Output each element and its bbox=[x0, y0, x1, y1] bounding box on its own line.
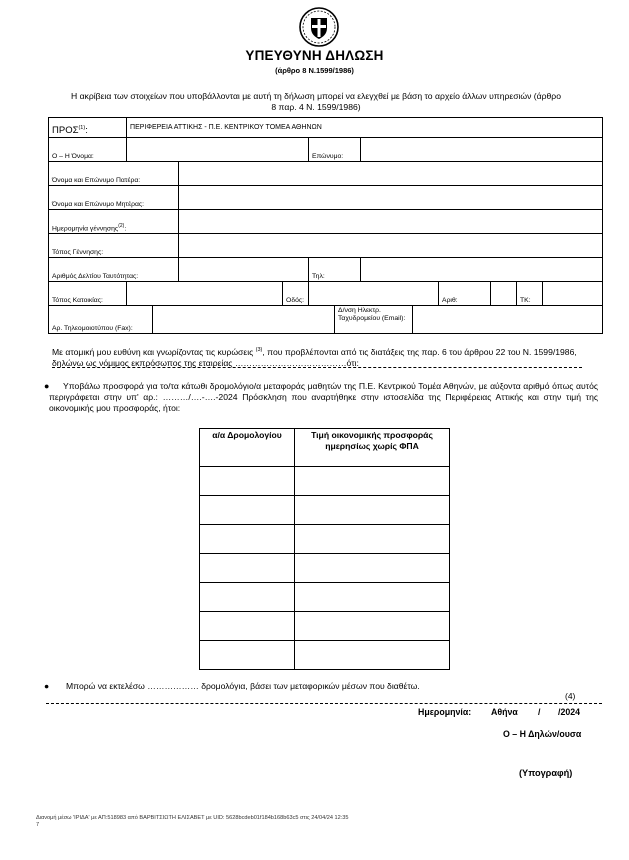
name-label: Ο – Η Όνομα: bbox=[49, 138, 127, 162]
number-field[interactable] bbox=[491, 282, 517, 306]
date-label: Ημερομηνία: bbox=[418, 707, 472, 717]
fax-field[interactable] bbox=[153, 306, 335, 334]
declaration-form bbox=[48, 117, 603, 334]
declarant-label: Ο – Η Δηλών/ουσα bbox=[503, 729, 582, 739]
route-cell[interactable] bbox=[200, 467, 295, 496]
footer-line-2: 7 bbox=[36, 822, 40, 828]
price-cell[interactable] bbox=[295, 641, 450, 670]
date-slash: / bbox=[538, 707, 541, 717]
offers-header-route: α/α Δρομολογίου bbox=[200, 429, 295, 467]
price-cell[interactable] bbox=[295, 525, 450, 554]
birthdate-field[interactable] bbox=[179, 210, 603, 234]
date-year: /2024 bbox=[558, 707, 581, 717]
route-cell[interactable] bbox=[200, 641, 295, 670]
phone-label: Τηλ: bbox=[309, 258, 361, 282]
signature-footnote: (4) bbox=[565, 691, 576, 701]
birthdate-footnote: (2) bbox=[118, 222, 125, 229]
bullet-dot-icon: ● bbox=[44, 381, 50, 391]
bullet-offer bbox=[44, 381, 598, 414]
father-field[interactable] bbox=[179, 162, 603, 186]
table-row bbox=[200, 525, 450, 554]
residence-label: Τόπος Κατοικίας: bbox=[49, 282, 127, 306]
offers-table bbox=[199, 428, 450, 670]
route-cell[interactable] bbox=[200, 583, 295, 612]
offers-header-price: Τιμή οικονομικής προσφοράς ημερησίως χωρίς ΦΠΑ bbox=[295, 429, 450, 467]
intro-line-2: 8 παρ. 4 Ν. 1599/1986) bbox=[271, 102, 361, 112]
street-label: Οδός: bbox=[283, 282, 309, 306]
surname-field[interactable] bbox=[361, 138, 603, 162]
footer-line-1: Διανομή μέσω 'ΙΡΙΔΑ' με ΑΠ:518983 από ΒΑΡΒΙΤΣΙΩΤΗ ΕΛΙΣΑΒΕΤ με UID: 5628bcdeb01f184b168b63c5 στις 24/04/24 12:35 bbox=[36, 815, 349, 821]
price-cell[interactable] bbox=[295, 554, 450, 583]
intro-line-1: Η ακρίβεια των στοιχείων που υποβάλλονται με αυτή τη δήλωση μπορεί να ελεγχθεί με βάση το αρχείο άλλων υπηρεσιών (άρθρο bbox=[71, 91, 561, 101]
bullet-routes bbox=[44, 681, 420, 691]
residence-field[interactable] bbox=[127, 282, 283, 306]
separator-dashed-1 bbox=[52, 367, 582, 368]
signature-label: (Υπογραφή) bbox=[519, 768, 573, 778]
postcode-field[interactable] bbox=[543, 282, 603, 306]
distribution-footer bbox=[36, 815, 349, 829]
penalties-footnote: (3) bbox=[255, 347, 263, 353]
name-field[interactable] bbox=[127, 138, 309, 162]
street-field[interactable] bbox=[309, 282, 439, 306]
declaration-paragraph: Με ατομική μου ευθύνη και γνωρίζοντας τις κυρώσεις $^{(3)}$, που προβλέπονται από τις διατάξεις της παρ. 6 του άρθρου 22 του Ν. 1599/1986, δηλώνω ως νόμιμος εκπρόσωπος της εταιρείας …………………………………ότι: bbox=[52, 346, 577, 368]
fax-label: Αρ. Τηλεομοιοτύπου (Fax): bbox=[49, 306, 153, 334]
phone-field[interactable] bbox=[361, 258, 603, 282]
bullet-dot-icon: ● bbox=[44, 681, 50, 691]
price-cell[interactable] bbox=[295, 612, 450, 641]
pros-footnote: (1) bbox=[78, 124, 86, 131]
email-field[interactable] bbox=[413, 306, 603, 334]
route-cell[interactable] bbox=[200, 554, 295, 583]
father-label: Όνομα και Επώνυμο Πατέρα: bbox=[49, 162, 179, 186]
pros-label-cell: ΠΡΟΣ$^{(1)}$: bbox=[49, 118, 127, 138]
number-label: Αριθ: bbox=[439, 282, 491, 306]
table-row bbox=[200, 554, 450, 583]
date-city: Αθήνα bbox=[491, 707, 518, 717]
intro-text bbox=[36, 91, 596, 113]
greek-emblem-icon bbox=[298, 6, 340, 48]
pros-label: ΠΡΟΣ bbox=[52, 125, 79, 136]
table-row bbox=[200, 583, 450, 612]
route-cell[interactable] bbox=[200, 612, 295, 641]
bullet-routes-text: Μπορώ να εκτελέσω ……………… δρομολόγια, βάσει των μεταφορικών μέσων που διαθέτω. bbox=[66, 681, 420, 691]
surname-label: Επώνυμο: bbox=[309, 138, 361, 162]
route-cell[interactable] bbox=[200, 525, 295, 554]
separator-dashed-2 bbox=[46, 703, 602, 704]
price-cell[interactable] bbox=[295, 496, 450, 525]
table-row bbox=[200, 467, 450, 496]
id-number-label: Αριθμός Δελτίου Ταυτότητας: bbox=[49, 258, 179, 282]
pros-value[interactable]: ΠΕΡΙΦΕΡΕΙΑ ΑΤΤΙΚΗΣ - Π.Ε. ΚΕΝΤΡΙΚΟΥ ΤΟΜΕΑ ΑΘΗΝΩΝ bbox=[127, 118, 603, 138]
mother-label: Όνομα και Επώνυμο Μητέρας: bbox=[49, 186, 179, 210]
table-row bbox=[200, 612, 450, 641]
document-subtitle: (άρθρο 8 Ν.1599/1986) bbox=[275, 66, 354, 75]
table-row bbox=[200, 496, 450, 525]
email-label: Δ/νση Ηλεκτρ. Ταχυδρομείου (Email): bbox=[335, 306, 413, 334]
document-title: ΥΠΕΥΘΥΝΗ ΔΗΛΩΣΗ bbox=[245, 48, 384, 63]
price-cell[interactable] bbox=[295, 467, 450, 496]
birthdate-label: Ημερομηνία γέννησης bbox=[52, 225, 119, 232]
table-row bbox=[200, 641, 450, 670]
price-cell[interactable] bbox=[295, 583, 450, 612]
birthdate-label-cell: Ημερομηνία γέννησης$^{(2)}$: bbox=[49, 210, 179, 234]
mother-field[interactable] bbox=[179, 186, 603, 210]
id-number-field[interactable] bbox=[179, 258, 309, 282]
route-cell[interactable] bbox=[200, 496, 295, 525]
birthplace-label: Τόπος Γέννησης: bbox=[49, 234, 179, 258]
postcode-label: ΤΚ: bbox=[517, 282, 543, 306]
bullet-offer-text: Υποβάλω προσφορά για το/τα κάτωθι δρομολόγιο/α μεταφοράς μαθητών της Π.Ε. Κεντρικού Τομέα Αθηνών, με αύξοντα αριθμό όπως αυτός περιγράφεται στην υπ' αρ.: ………/….-….-2024 Πρόσκληση που αναρτήθηκε στην ιστοσελίδα της Περιφέρειας Αττικής και στην τιμή της οικονομικής μου προσφοράς, ήτοι: bbox=[49, 381, 598, 413]
birthplace-field[interactable] bbox=[179, 234, 603, 258]
